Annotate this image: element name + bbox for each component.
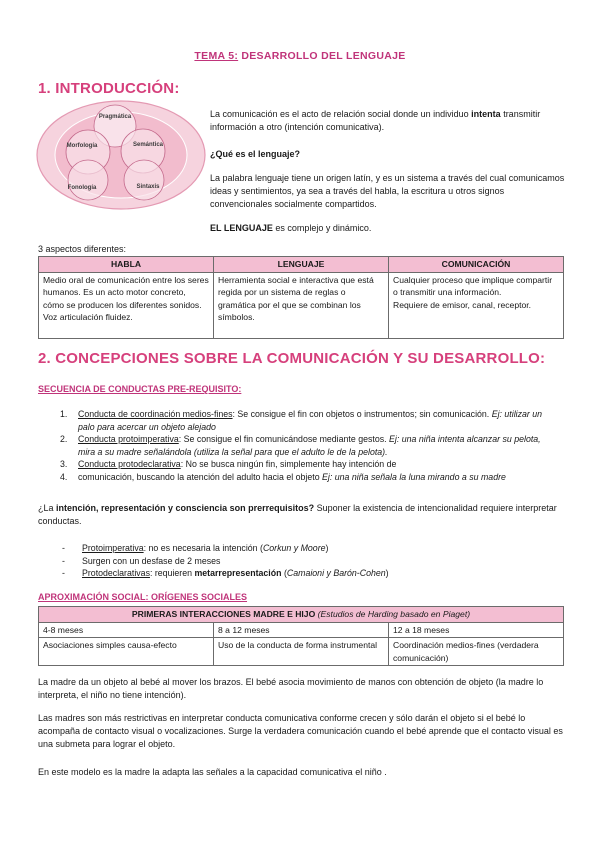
section1-heading: 1. INTRODUCCIÓN: bbox=[38, 80, 180, 97]
list-item: - Surgen con un desfase de 2 meses bbox=[60, 555, 560, 568]
complex-paragraph: EL LENGUAJE es complejo y dinámico. bbox=[210, 223, 372, 233]
list-item: - Protoimperativa: no es necesaria la intención (Corkun y Moore) bbox=[60, 542, 560, 555]
aspects-cell-lenguaje: Herramienta social e interactiva que está regida por un sistema de reglas o gramática por el que se combinan los símbolos. bbox=[214, 272, 389, 338]
description-cell: Coordinación medios-fines (verdadera comunicación) bbox=[389, 638, 564, 666]
age-cell: 12 a 18 meses bbox=[389, 622, 564, 638]
interactions-header: PRIMERAS INTERACCIONES MADRE E HIJO (Estudios de Harding basado en Piaget) bbox=[39, 607, 564, 623]
aspects-table bbox=[38, 256, 564, 339]
approach-title: APROXIMACIÓN SOCIAL: ORÍGENES SOCIALES bbox=[38, 592, 248, 602]
venn-circle-sintaxis bbox=[124, 160, 164, 200]
aspects-cell-habla: Medio oral de comunicación entre los seres humanos. Es un acto motor concreto, cómo se producen los diferentes sonidos. Voz articulación fluidez. bbox=[39, 272, 214, 338]
paragraph-mother-object: La madre da un objeto al bebé al mover los brazos. El bebé asocia movimiento de manos con obtención de objeto (la madre lo interpreta, el niño no tiene intención). bbox=[38, 677, 544, 700]
list-item: - Protodeclarativas: requieren metarrepresentación (Camaioni y Barón-Cohen) bbox=[60, 567, 560, 580]
definition-paragraph: La palabra lenguaje tiene un origen latín, y es un sistema a través del cual comunicamos ideas y sentimientos, ya sea a través del habla, la escritura u otros signos convencionales socialmente compartidos. bbox=[210, 173, 565, 209]
age-cell: 8 a 12 meses bbox=[214, 622, 389, 638]
aspects-header-comunicacion: COMUNICACIÓN bbox=[389, 257, 564, 273]
venn-label-sintaxis: Sintaxis bbox=[136, 184, 160, 190]
paragraph-model: En este modelo es la madre la adapta las señales a la capacidad comunicativa el niño . bbox=[38, 767, 387, 777]
aspects-header-habla: HABLA bbox=[39, 257, 214, 273]
venn-label-morfologia: Morfología bbox=[66, 143, 98, 149]
title-rest: DESARROLLO DEL LENGUAJE bbox=[238, 50, 406, 62]
venn-label-fonologia: Fonología bbox=[67, 185, 97, 191]
section2-heading: 2. CONCEPCIONES SOBRE LA COMUNICACIÓN Y SU DESARROLLO: bbox=[38, 350, 546, 367]
list-item: 3. Conducta protodeclarativa: No se busca ningún fin, simplemente hay intención de bbox=[60, 459, 397, 469]
intro-paragraph: La comunicación es el acto de relación social donde un individuo intenta transmitir información a otro (intención comunicativa). bbox=[210, 109, 541, 132]
document-title bbox=[0, 50, 600, 62]
prerequisites-question: ¿La intención, representación y consciencia son prerrequisitos? Suponer la existencia de intencionalidad requiere interpretar conductas. bbox=[38, 503, 557, 526]
title-prefix: TEMA 5: bbox=[194, 50, 239, 62]
venn-circle-fonologia bbox=[68, 160, 108, 200]
list-item: 1. Conducta de coordinación medios-fines: Se consigue el fin con objetos o instrumentos; sin comunicación. Ej: utilizar un palo para acercar un objeto alejado bbox=[60, 409, 543, 432]
venn-label-pragmatica: Pragmática bbox=[98, 114, 132, 120]
sequence-title: SECUENCIA DE CONDUCTAS PRE-REQUISITO: bbox=[38, 384, 242, 394]
venn-label-semantica: Semántica bbox=[132, 142, 164, 148]
description-cell: Uso de la conducta de forma instrumental bbox=[214, 638, 389, 666]
question-lenguaje: ¿Qué es el lenguaje? bbox=[210, 149, 301, 159]
interactions-table bbox=[38, 606, 564, 666]
list-item: 2. Conducta protoimperativa: Se consigue el fin comunicándose mediante gestos. Ej: una niña intenta alcanzar su pelota, mira a su madre señalándola (utiliza la señal para que el adulto le de la pelota). bbox=[60, 434, 541, 457]
aspects-cell-comunicacion: Cualquier proceso que implique compartir o transmitir una información. Requiere de emisor, canal, receptor. bbox=[389, 272, 564, 338]
age-cell: 4-8 meses bbox=[39, 622, 214, 638]
list-item: 4. comunicación, buscando la atención del adulto hacia el objeto Ej: una niña señala la luna mirando a su madre bbox=[60, 471, 506, 482]
aspects-header-lenguaje: LENGUAJE bbox=[214, 257, 389, 273]
paragraph-restrictive-mothers: Las madres son más restrictivas en interpretar conducta comunicativa conforme crecen y sólo darán el objeto si el bebé lo acompaña de contacto visual o vocalizaciones. Surge la verdadera comunicación cuando el bebé aprende que el contacto visual es una submeta para lograr el objeto. bbox=[38, 713, 563, 749]
prerequisites-list bbox=[60, 542, 560, 580]
linguistics-venn-diagram bbox=[36, 100, 206, 210]
sequence-list bbox=[60, 408, 560, 483]
description-cell: Asociaciones simples causa-efecto bbox=[39, 638, 214, 666]
aspects-caption: 3 aspectos diferentes: bbox=[38, 244, 127, 254]
